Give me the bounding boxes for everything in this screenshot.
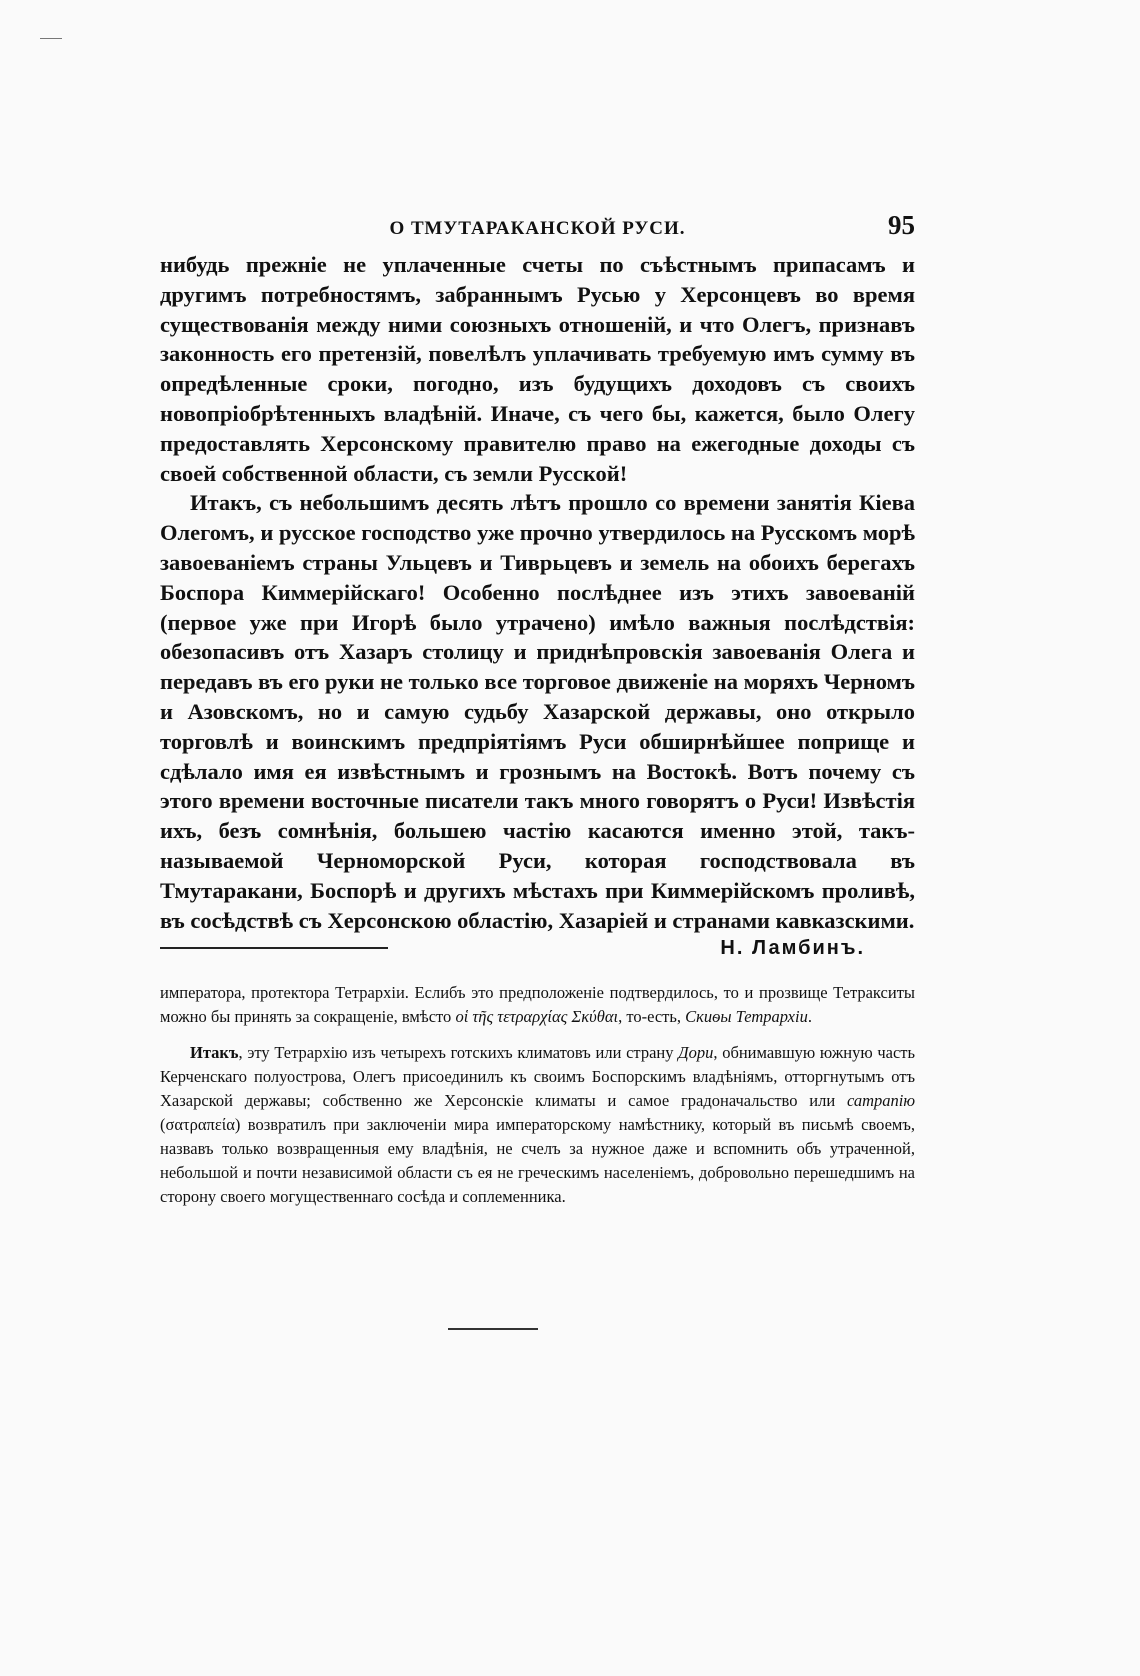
footnote-2-a: , эту Тетрархiю изъ четырехъ готскихъ климатовъ или страну — [238, 1043, 679, 1063]
footnote-2-d: ) возвратилъ при заключенiи мира императорскому намѣстнику, который въ письмѣ своемъ, назвавъ только возвращенныя ему владѣнiя, не счелъ за нужное даже и вспомнить объ утраченной, небольшой и почти независимой области съ ея не греческимъ населенiемъ, добровольно перешедшимъ на сторону своего могущественнаго сосѣда и соплеменника. — [160, 1115, 915, 1207]
footnote-1-italic: Скиѳы Тетрархiи — [685, 1007, 808, 1027]
page-content — [160, 210, 915, 1209]
footnote-1 — [160, 981, 915, 1029]
footnote-2-b: , обнимавшую южную часть Керченскаго полуострова, Олегъ присоединилъ къ своимъ Боспорскимъ владѣнiямъ, отторгнутымъ отъ Хазарской державы; собственно же Херсонскiе климаты и самое градоначальство или — [160, 1043, 916, 1111]
footnote-2-satrapy: сатрапiю — [846, 1091, 915, 1111]
paragraph-2: Итакъ, съ небольшимъ десять лѣтъ прошло со времени занятiя Кiева Олегомъ, и русское господство уже прочно утвердилось на Русскомъ морѣ завоеванiемъ страны Ульцевъ и Тиврьцевъ и земель на обоихъ берегахъ Боспора Киммерiйскаго! Особенно послѣднее изъ этихъ завоеванiй (первое уже при Игорѣ было утрачено) имѣло важныя послѣдствiя: обезопасивъ отъ Хазаръ столицу и приднѣпровскiя завоеванiя Олега и передавъ въ его руки не только все торговое движенiе на моряхъ Черномъ и Азовскомъ, но и самую судьбу Хазарской державы, оно открыло торговлѣ и воинскимъ предпрiятiямъ Руси обширнѣйшее поприще и сдѣлало имя ея извѣстнымъ и грознымъ на Востокѣ. Вотъ почему съ этого времени восточные писатели такъ много говорятъ о Руси! Извѣстiя ихъ, безъ сомнѣнiя, большею частiю касаются именно этой, такъ-называемой Черноморской Руси, которая господствовала въ Тмутаракани, Боспорѣ и другихъ мѣстахъ при Киммерiйскомъ проливѣ, въ сосѣдствѣ съ Херсонскою областiю, Хазарiей и странами кавказскими. — [160, 490, 915, 933]
bottom-rule — [448, 1328, 538, 1330]
footnote-1-end: . — [807, 1007, 812, 1027]
footnote-2-lead: Итакъ — [190, 1043, 239, 1063]
signature-row — [160, 937, 915, 973]
greek-phrase: οἱ τῆς τετραρχίας Σκύθαι — [455, 1007, 619, 1027]
scan-edge-mark — [40, 38, 62, 39]
footnote-divider — [160, 947, 388, 949]
running-title: О ТМУТАРАКАНСКОЙ РУСИ. — [389, 218, 686, 239]
author-signature: Н. Ламбинъ. — [720, 937, 865, 960]
footnote-1-mid: , то-есть, — [618, 1007, 686, 1027]
footnotes — [160, 981, 915, 1209]
footnote-1-start: императора, протектора Тетрархiи. Еслибъ это предположенiе подтвердилось, то и прозвище Тетракситы можно бы принять за сокращенiе, вмѣсто — [160, 983, 915, 1027]
footnote-2-c: (σατραπεία — [160, 1115, 235, 1135]
page-number: 95 — [888, 210, 915, 240]
paragraph-1: нибудь прежнiе не уплаченные счеты по съѣстнымъ припасамъ и другимъ потребностямъ, забраннымъ Русью у Херсонцевъ во время существованiя между ними союзныхъ отношенiй, и что Олегъ, признавъ законность его претензiй, повелѣлъ уплачивать требуемую имъ сумму въ опредѣленные сроки, погодно, изъ будущихъ доходовъ съ своихъ новопрiобрѣтенныхъ владѣнiй. Иначе, съ чего бы, кажется, было Олегу предоставлять Херсонскому правителю право на ежегодные доходы съ своей собственной области, съ земли Русской! — [160, 252, 915, 486]
footnote-2-dori: Дори — [678, 1043, 714, 1063]
footnote-2 — [160, 1041, 915, 1209]
main-text — [160, 250, 915, 935]
running-header — [160, 210, 915, 250]
